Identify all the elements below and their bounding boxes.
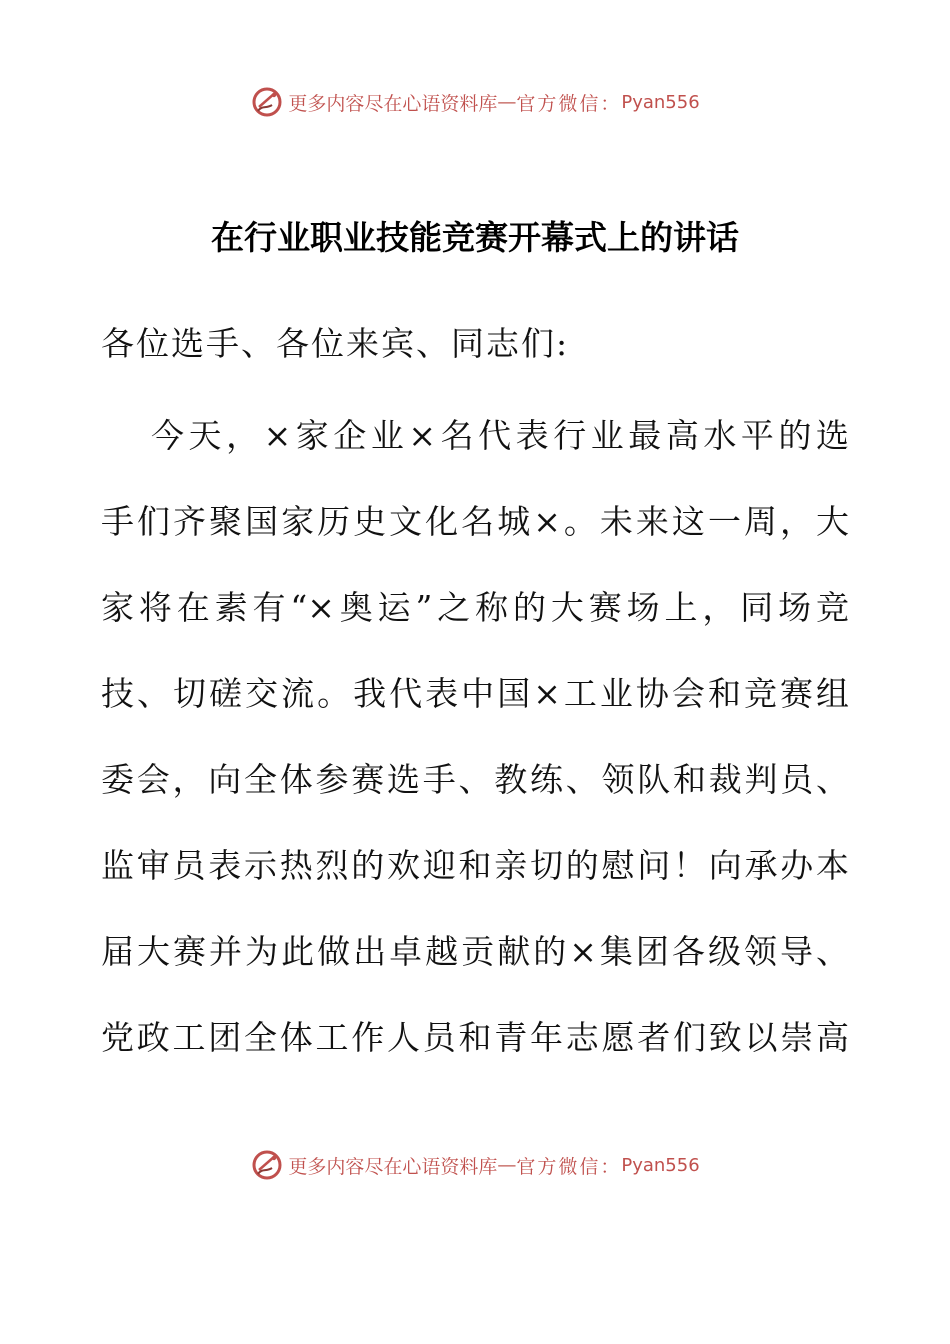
body-line: 技、切磋交流。我代表中国×工业协会和竞赛组 — [101, 674, 849, 713]
banner-official-label: 官方微信： — [516, 1155, 622, 1178]
body-line: 家将在素有“×奥运”之称的大赛场上，同场竞 — [101, 588, 849, 627]
banner-separator: — — [497, 1154, 517, 1176]
banner-official-label: 官方微信： — [516, 92, 622, 115]
body-paragraph — [101, 412, 849, 1100]
body-line: 党政工团全体工作人员和青年志愿者们致以崇高 — [101, 1018, 849, 1057]
banner-wechat-id: Pyan556 — [621, 1154, 700, 1176]
salutation: 各位选手、各位来宾、同志们: — [101, 324, 570, 363]
banner-wechat-id: Pyan556 — [621, 91, 700, 113]
banner-separator: — — [497, 91, 517, 113]
body-line: 手们齐聚国家历史文化名城×。未来这一周，大 — [101, 502, 849, 541]
body-line: 今天，×家企业×名代表行业最高水平的选 — [151, 416, 849, 455]
body-line: 委会，向全体参赛选手、教练、领队和裁判员、 — [101, 760, 849, 799]
body-line: 监审员表示热烈的欢迎和亲切的慰问！向承办本 — [101, 846, 849, 885]
banner-main-text: 更多内容尽在心语资料库 — [288, 92, 498, 115]
document-title: 在行业职业技能竞赛开幕式上的讲话 — [211, 218, 739, 257]
banner-main-text: 更多内容尽在心语资料库 — [288, 1155, 498, 1178]
body-line: 届大赛并为此做出卓越贡献的×集团各级领导、 — [101, 932, 849, 971]
footer-banner — [0, 1145, 950, 1185]
header-banner — [0, 82, 950, 122]
pen-circle-logo-icon — [250, 1148, 284, 1182]
pen-circle-logo-icon — [250, 85, 284, 119]
